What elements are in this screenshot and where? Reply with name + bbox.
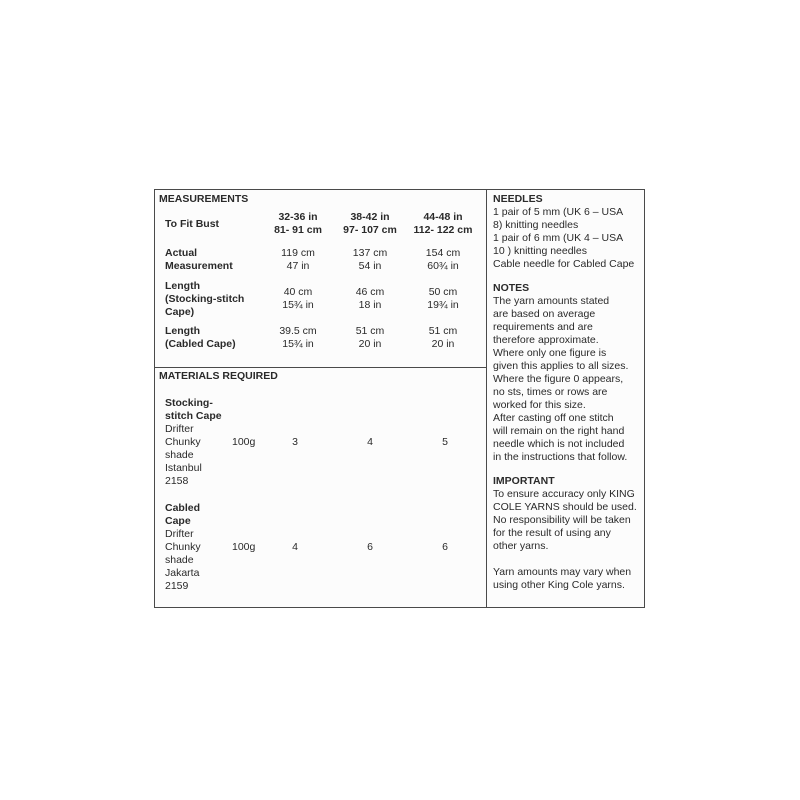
important-heading: IMPORTANT (493, 475, 555, 487)
measure-label-length-cabled: Length (Cabled Cape) (165, 325, 236, 350)
material-ss-size-1: 3 (292, 436, 298, 448)
materials-heading: MATERIALS REQUIRED (159, 370, 278, 382)
measurements-heading: MEASUREMENTS (159, 193, 249, 205)
length-ss-size-3: 50 cm 19¾ in (427, 286, 459, 311)
length-cabled-size-1: 39.5 cm 15¾ in (279, 325, 317, 350)
notes-heading: NOTES (493, 282, 530, 294)
measure-label-length-ss: Length (Stocking-stitch Cape) (165, 280, 245, 318)
bust-size-1: 32-36 in 81- 91 cm (274, 211, 322, 236)
section-divider (154, 367, 487, 368)
material-desc-cabled: Drifter Chunky shade Jakarta 2159 (165, 528, 201, 592)
important-text: To ensure accuracy only KING COLE YARNS should be used. No responsibility will be taken for the result of using any other yarns. (493, 488, 637, 552)
length-ss-size-1: 40 cm 15¾ in (282, 286, 314, 311)
material-cabled-size-2: 6 (367, 541, 373, 553)
needles-text: 1 pair of 5 mm (UK 6 – USA 8) knitting needles 1 pair of 6 mm (UK 4 – USA 10 ) knitting needles Cable needle for Cabled Cape (493, 206, 635, 270)
material-ss-size-3: 5 (442, 436, 448, 448)
material-title-cabled: Cabled Cape (165, 502, 201, 527)
bust-size-3: 44-48 in 112- 122 cm (413, 211, 473, 236)
important-text-2: Yarn amounts may vary when using other King Cole yarns. (493, 566, 632, 591)
material-title-ss: Stocking- stitch Cape (165, 397, 222, 422)
measure-label-bust: To Fit Bust (165, 218, 220, 230)
actual-size-2: 137 cm 54 in (352, 247, 388, 272)
material-cabled-size-3: 6 (442, 541, 448, 553)
actual-size-1: 119 cm 47 in (281, 247, 315, 272)
length-cabled-size-3: 51 cm 20 in (428, 325, 458, 350)
measure-label-actual: Actual Measurement (165, 247, 233, 272)
column-divider (486, 189, 487, 608)
material-desc-ss: Drifter Chunky shade Istanbul 2158 (165, 423, 202, 487)
material-weight-ss: 100g (232, 436, 256, 448)
bust-size-2: 38-42 in 97- 107 cm (343, 211, 397, 236)
material-weight-cabled: 100g (232, 541, 256, 553)
actual-size-3: 154 cm 60¾ in (425, 247, 461, 272)
needles-heading: NEEDLES (493, 193, 543, 205)
material-cabled-size-1: 4 (292, 541, 298, 553)
notes-text: The yarn amounts stated are based on average requirements and are therefore approximate. Where only one figure is given this applies to all sizes. Where the figure 0 appears, no sts, times or rows are worked for this size. After casting off one stitch will remain on the right hand needle which is not included in the instructions that follow. (493, 295, 629, 463)
material-ss-size-2: 4 (367, 436, 373, 448)
length-cabled-size-2: 51 cm 20 in (355, 325, 385, 350)
length-ss-size-2: 46 cm 18 in (355, 286, 385, 311)
